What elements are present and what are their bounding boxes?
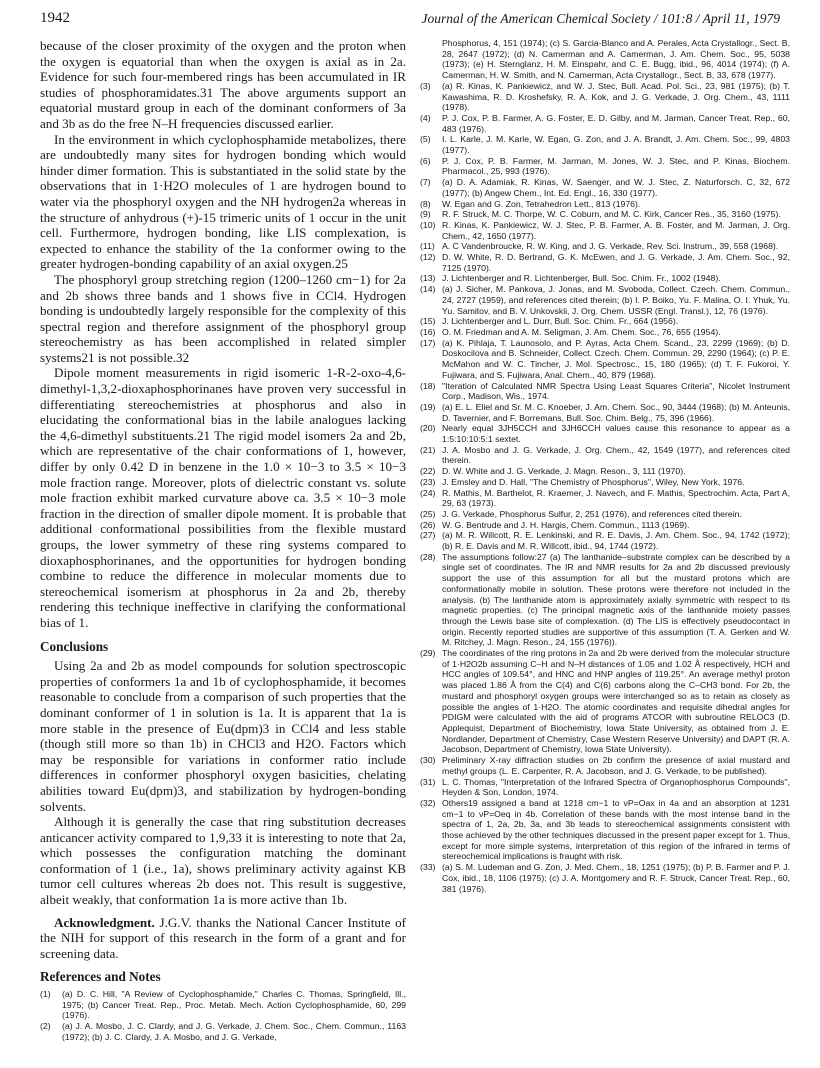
reference-number: (12) — [420, 252, 436, 263]
reference-number: (1) — [40, 989, 51, 1000]
left-column — [40, 38, 406, 1043]
reference-number: (31) — [420, 776, 436, 787]
reference-text: The coordinates of the ring protons in 2a and 2b were derived from the molecular structure of 1·H2O2b assuming C–H and N–H distances of 1.05 and 1.02 Å respectively, HCH and HCC angles of 109.54°, and HNC and HNP angles of 119.25°. An average methyl proton was placed 1.86 Å from the C(4) and C(6) carbons along the C–CH3 bond. For 2b, the mustard and phosphoryl oxygen groups were interchanged so as to retain as closely as possible the angles of 1·H2O. The atomic coordinates and requisite dihedral angles for PDIGM were calculated with the aid of programs ATCOR with subroutine RELOC3 (D. Applequist, Department of Biochemistry, Iowa State University, as obtained from J. E. Nordlander, Department of Chemistry, Case Western Reserve University) and DAPT (R. A. Jacobson, Department of Chemistry, Iowa State University). — [442, 648, 790, 755]
conclusions-heading: Conclusions — [40, 638, 109, 654]
reference-number: (24) — [420, 487, 436, 498]
reference-number: (3) — [420, 80, 431, 91]
reference-text: J. G. Verkade, Phosphorus Sulfur, 2, 251 (1976), and references cited therein. — [442, 508, 742, 519]
reference-item — [420, 338, 790, 381]
reference-item — [420, 273, 790, 284]
reference-item — [420, 509, 790, 520]
reference-item — [420, 252, 790, 273]
reference-text: (a) R. Kinas, K. Pankiewicz, and W. J. Stec, Bull. Acad. Pol. Sci., 23, 981 (1975); (b) T. Kawashima, R. D. Kroshefsky, R. A. Kok, and J. G. Verkade, J. Org. Chem., 43, 1111 (1978). — [442, 80, 790, 113]
right-column — [420, 38, 790, 894]
body-paragraph: In the environment in which cyclophosphamide metabolizes, there are undoubtedly many sites for hydrogen bonding which would hinder dimer formation. This is substantiated in the solid state by the observations that in 1·H2O molecules of 1 are hydrogen bound to water via the phosphoryl oxygen and the NH hydrogen2a whereas in the structure of anhydrous (+)-15 trimeric units of 1 occur in the unit cell. Furthermore, hydrogen bonding, like LIS complexation, is expected to enhance the stability of the 1a conformer owing to the greater hydrogen-bonding capability of an axial oxygen.25 — [40, 131, 406, 272]
conclusions-paragraph: Using 2a and 2b as model compounds for solution spectroscopic properties of conformers 1a and 1b of cyclophosphamide, it becomes reasonable to conclude from a comparison of such properties that the dominant conformer of 1 in solution is 1a. It is apparent that 1a is more stable in the presence of Eu(dpm)3 in CCl4 and less stable (though still more so than 1b) in CHCl3 and H2O. Factors which may be responsible for variations in conformer ratio include differences in conformer phosphoryl oxygen basicities, chelating abilities toward Eu(dpm)3, and stabilization by hydrogen-bonding solvents. — [40, 658, 406, 814]
reference-text: W. G. Bentrude and J. H. Hargis, Chem. Commun., 1113 (1969). — [442, 519, 690, 530]
reference-text: (a) D. A. Adamiak, R. Kinas, W. Saenger, and W. J. Stec, Z. Naturforsch. C, 32, 672 (1977); (b) Angew Chem., Int. Ed. Engl., 16, 330 (1977). — [442, 177, 790, 198]
reference-text: The assumptions follow:27 (a) The lanthanide–substrate complex can be described by a single set of coordinates. The IR and NMR results for 2a and 2b discussed previously support the use of this assumption for all but the mustard protons which are conformationally mobile in solution. These protons were therefore not included in the analysis. (b) The lanthanide atom is approximately axially symmetric with respect to its magnetic properties. (c) The principal magnetic axis of the lanthanide moiety passes through the Lewis base site of complexation. (d) The LIS is effectively pseudocontact in origin. Recently reported studies are supportive of this assumption (T. A. Gerken and W. M. Ritchey, J. Magn. Reson., 24, 155 (1976)). — [442, 551, 790, 648]
acknowledgment-text: J.G.V. thanks the National Cancer Institute of the NIH for support of this research in the form of a grant and for screening data. — [40, 914, 406, 961]
reference-item — [420, 798, 790, 862]
reference-text: L. C. Thomas, "Interpretation of the Infrared Spectra of Organophosphorus Compounds", Heyden & Son, London, 1974. — [442, 776, 790, 798]
conclusions-paragraph: Although it is generally the case that ring substitution decreases anticancer activity compared to 1,9,33 it is interesting to note that 2a, which possesses the configuration matching the dominant conformation of 1 (i.e., 1a), shows preliminary activity against KB tumor cell cultures whereas 2b does not. This result is suggestive, albeit weakly, that conformation 1a is more active than 1b. — [40, 814, 406, 908]
reference-text: W. Egan and G. Zon, Tetrahedron Lett., 813 (1976). — [442, 198, 641, 209]
reference-text: P. J. Cox, P. B. Farmer, A. G. Foster, E. D. Gilby, and M. Jarman, Cancer Treat. Rep., 60, 483 (1976). — [442, 112, 790, 134]
reference-text: R. Mathis, M. Barthelot, R. Kraemer, J. Navech, and F. Mathis, Spectrochim. Acta, Part A, 29, 63 (1973). — [442, 487, 790, 509]
reference-number: (8) — [420, 198, 431, 209]
reference-number: (23) — [420, 476, 436, 487]
body-paragraph: because of the closer proximity of the oxygen and the proton when the oxygen is equatorial than when the oxygen is axial as in 2a. Evidence for such four-membered rings has been accumulated in IR studies of phosphoramidates.31 The above arguments support an equatorial mustard group in each of the dominant conformers of 3a and 3b as do the free N–H frequencies discussed earlier. — [40, 38, 406, 131]
reference-number: (9) — [420, 209, 431, 220]
reference-text: "Iteration of Calculated NMR Spectra Using Least Squares Criteria", Nicolet Instrument Corp., Madison, Wis., 1974. — [442, 380, 790, 402]
reference-text: O. M. Friedman and A. M. Seligman, J. Am. Chem. Soc., 76, 655 (1954). — [442, 326, 721, 337]
reference-text: (a) M. R. Willcott, R. E. Lenkinski, and R. E. Davis, J. Am. Chem. Soc., 94, 1742 (1972); (b) R. E. Davis and M. R. Willcott, ibid., 94, 1744 (1972). — [442, 530, 790, 552]
reference-number: (25) — [420, 508, 436, 519]
reference-number: (13) — [420, 273, 436, 284]
reference-number: (17) — [420, 337, 436, 348]
reference-text: (a) J. A. Mosbo, J. C. Clardy, and J. G. Verkade, J. Chem. Soc., Chem. Commun., 1163 (1972); (b) J. C. Clardy, J. A. Mosbo, and J. G. Verkade, — [62, 1021, 406, 1042]
reference-number: (16) — [420, 326, 436, 337]
reference-item — [420, 209, 790, 220]
reference-item — [420, 488, 790, 509]
reference-text: Preliminary X-ray diffraction studies on 2b confirm the presence of axial mustard and methyl groups (L. E. Carpenter, R. A. Jacobson, and J. G. Verkade, to be published). — [442, 755, 790, 776]
reference-text: D. W. White, R. D. Bertrand, G. K. McEwen, and J. G. Verkade, J. Am. Chem. Soc., 92, 7125 (1970). — [442, 252, 790, 273]
reference-item — [420, 241, 790, 252]
reference-number: (6) — [420, 155, 431, 166]
reference-text: R. F. Struck, M. C. Thorpe, W. C. Coburn, and M. C. Kirk, Cancer Res., 35, 3160 (1975). — [442, 209, 781, 220]
reference-item — [420, 466, 790, 477]
reference-number: (10) — [420, 219, 436, 230]
reference-number: (19) — [420, 401, 436, 412]
reference-number: (4) — [420, 112, 431, 123]
reference-number: (2) — [40, 1021, 51, 1032]
reference-text: (a) D. C. Hill, "A Review of Cyclophosphamide," Charles C. Thomas, Springfield, Ill., 1975; (b) Cancer Treat. Rep., Proc. Metab. Mech. Action Cyclophosphamide, 60, 299 (1976). — [62, 989, 406, 1021]
reference-item — [420, 777, 790, 798]
reference-list — [420, 81, 790, 894]
reference-text: R. Kinas, K. Pankiewicz, W. J. Stec, P. B. Farmer, A. B. Foster, and M. Jarman, J. Org. Chem., 42, 1650 (1977). — [442, 219, 790, 241]
reference-number: (15) — [420, 316, 436, 327]
reference-text: J. Emsley and D. Hall, "The Chemistry of Phosphorus", Wiley, New York, 1976. — [442, 476, 745, 487]
page-header — [40, 8, 780, 32]
reference-item — [420, 648, 790, 755]
reference-item — [420, 156, 790, 177]
reference-item — [420, 220, 790, 241]
reference-text: J. Lichtenberger and R. Lichtenberger, Bull. Soc. Chim. Fr., 1002 (1948). — [442, 273, 721, 284]
reference-number: (5) — [420, 134, 431, 145]
reference-item — [420, 327, 790, 338]
reference-number: (29) — [420, 648, 436, 659]
reference-number: (21) — [420, 444, 436, 455]
reference-item — [420, 177, 790, 198]
reference-item — [420, 284, 790, 316]
reference-number: (22) — [420, 466, 436, 477]
reference-item — [40, 989, 406, 1021]
body-paragraph: The phosphoryl group stretching region (1200–1260 cm−1) for 2a and 2b shows three bands and 1 shows five in CCl4. Hydrogen bonding is undoubtedly largely responsible for the complexity of this spectral region and therefore assignment of the phosphoryl group stereochemistry as has been accomplished in related simpler systems21 is not possible.32 — [40, 271, 406, 365]
reference-item — [420, 477, 790, 488]
reference-item — [420, 199, 790, 210]
reference-text: (a) S. M. Ludeman and G. Zon, J. Med. Chem., 18, 1251 (1975); (b) P. B. Farmer and P. J. Cox, ibid., 18, 1106 (1975); (c) J. A. Montgomery and R. F. Struck, Cancer Treat. Rep., 60, 381 (1976). — [442, 862, 790, 894]
reference-number: (30) — [420, 755, 436, 766]
reference-text: D. W. White and J. G. Verkade, J. Magn. Reson., 3, 111 (1970). — [442, 466, 686, 477]
reference-item — [420, 755, 790, 776]
reference-number: (28) — [420, 551, 436, 562]
acknowledgment-label: Acknowledgment. — [54, 914, 155, 930]
reference-number: (18) — [420, 380, 436, 391]
journal-running-head: Journal of the American Chemical Society / 101:8 / April 11, 1979 — [421, 11, 780, 26]
reference-text: P. J. Cox, P. B. Farmer, M. Jarman, M. Jones, W. J. Stec, and P. Kinas, Biochem. Pharmacol., 25, 993 (1976). — [442, 155, 790, 177]
reference-item — [420, 134, 790, 155]
references-heading: References and Notes — [40, 969, 161, 985]
reference-number: (32) — [420, 797, 436, 808]
reference-item — [420, 81, 790, 113]
reference-item — [420, 862, 790, 894]
reference-text: (a) J. Sicher, M. Pankova, J. Jonas, and M. Svoboda, Collect. Czech. Chem. Commun., 24, 2727 (1959), and references cited therein; (b) I. P. Boiko, Yu. F. Malina, O. I. Yhuk, Yu. Yu. Samitov, and B. V. Unkovskii, J. Org. Chem. USSR (Engl. Transl.), 12, 76 (1976). — [442, 284, 790, 316]
reference-item — [40, 1021, 406, 1042]
reference-text: (a) K. Pihlaja, T. Launosolo, and P. Ayras, Acta Chem. Scand., 23, 2299 (1969); (b) D. Doskocilova and B. Schneider, Collect. Czech. Chem. Commun. 29, 2290 (1964); (c) P. E. McMahon and W. C. Tincher, J. Mol. Spectrosc., 15, 180 (1965); (d) T. F. Fukoroi, Y. Fujiwara, and S. Fujiwara, Anal. Chem., 40, 879 (1968). — [442, 337, 790, 380]
reference-item — [420, 445, 790, 466]
reference-number: (14) — [420, 284, 436, 295]
acknowledgment — [40, 915, 406, 962]
reference-text: A. C Vandenbroucke, R. W. King, and J. G. Verkade, Rev. Sci. Instrum., 39, 558 (1968). — [442, 241, 779, 252]
reference-item — [420, 423, 790, 444]
reference-item — [420, 316, 790, 327]
reference-text: Others19 assigned a band at 1218 cm−1 to νP=Oax in 4a and an absorption at 1231 cm−1 to νP=Oeq in 4b. Correlation of these bands with the most intense band in the spectra of 1, 2a, 2b, 3a, and 3b leads to stereochemical assignments consistent with those achieved by the other techniques discussed in the present paper except for 1. Thus, except for more simple systems, interpretation of this region of the infrared in terms of stereochemical implications is fraught with risk. — [442, 797, 790, 862]
reference-text: Nearly equal 3JH5CCH and 3JH6CCH values cause this resonance to appear as a 1:5:10:10:5:1 sextet. — [442, 423, 790, 445]
reference-text: J. Lichtenberger and L. Durr, Bull. Soc. Chim. Fr., 664 (1956). — [442, 316, 679, 327]
reference-item — [420, 530, 790, 551]
reference-number: (20) — [420, 423, 436, 434]
reference-continuation: Phosphorus, 4, 151 (1974); (c) S. Garcia-Blanco and A. Perales, Acta Crystallogr., Sect. B, 28, 2647 (1972); (d) N. Camerman and A. Camerman, J. Am. Chem. Soc., 95, 5038 (1973); (e) H. Sternglanz, H. M. Einspahr, and C. E. Bugg, ibid., 96, 4014 (1974); (f) A. Camerman, H. W. Smith, and N. Camerman, Acta Crystallogr., Sect. B, 33, 678 (1977). — [442, 38, 790, 81]
reference-text: J. A. Mosbo and J. G. Verkade, J. Org. Chem., 42, 1549 (1977), and references cited therein. — [442, 444, 790, 466]
body-paragraph: Dipole moment measurements in rigid isomeric 1-R-2-oxo-4,6-dimethyl-1,3,2-dioxaphosphorinanes have proven very successful in differentiating stereochemistries at phosphorus and also in elucidating the conformational bias in the labile analogues lacking the 4,6-dimethyl substituents.21 The rigid model isomers 2a and 2b, which are representative of the chair conformations of 1, however, differ by only 0.42 D in benzene in the 1.0 × 10−3 to 3.5 × 10−3 mole fraction range. Moreover, plots of dielectric constant vs. solute mole fraction exhibit marked curvature above ca. 3.5 × 10−3 mole fraction in the direction of smaller dipole moment. It is probable that additional conformational possibilities from the flexible mustard groups, the lower symmetry of these ring systems compared to dioxaphosphorinanes, and the opportunities for hydrogen bonding combine to reduce the difference in molecular moments due to stereochemical isomerism at phosphorus in 2a and 2b, thereby rendering this technique ineffective in clarifying the conformational bias of 1. — [40, 365, 406, 630]
reference-item — [420, 552, 790, 648]
reference-text: (a) E. L. Eliel and Sr. M. C. Knoeber, J. Am. Chem. Soc., 90, 3444 (1968); (b) M. Anteunis, D. Tavernier, and F. Borremans, Bull. Soc. Chim. Belg., 75, 396 (1966). — [442, 401, 790, 423]
reference-text: I. L. Karle, J. M. Karle, W. Egan, G. Zon, and J. A. Brandt, J. Am. Chem. Soc., 99, 4803 (1977). — [442, 134, 790, 156]
reference-item — [420, 402, 790, 423]
reference-item — [420, 381, 790, 402]
reference-item — [420, 113, 790, 134]
reference-item — [420, 520, 790, 531]
reference-number: (11) — [420, 241, 435, 252]
reference-number: (7) — [420, 177, 431, 188]
reference-number: (27) — [420, 530, 436, 541]
reference-number: (26) — [420, 519, 436, 530]
page-number: 1942 — [40, 10, 70, 26]
reference-number: (33) — [420, 862, 436, 873]
